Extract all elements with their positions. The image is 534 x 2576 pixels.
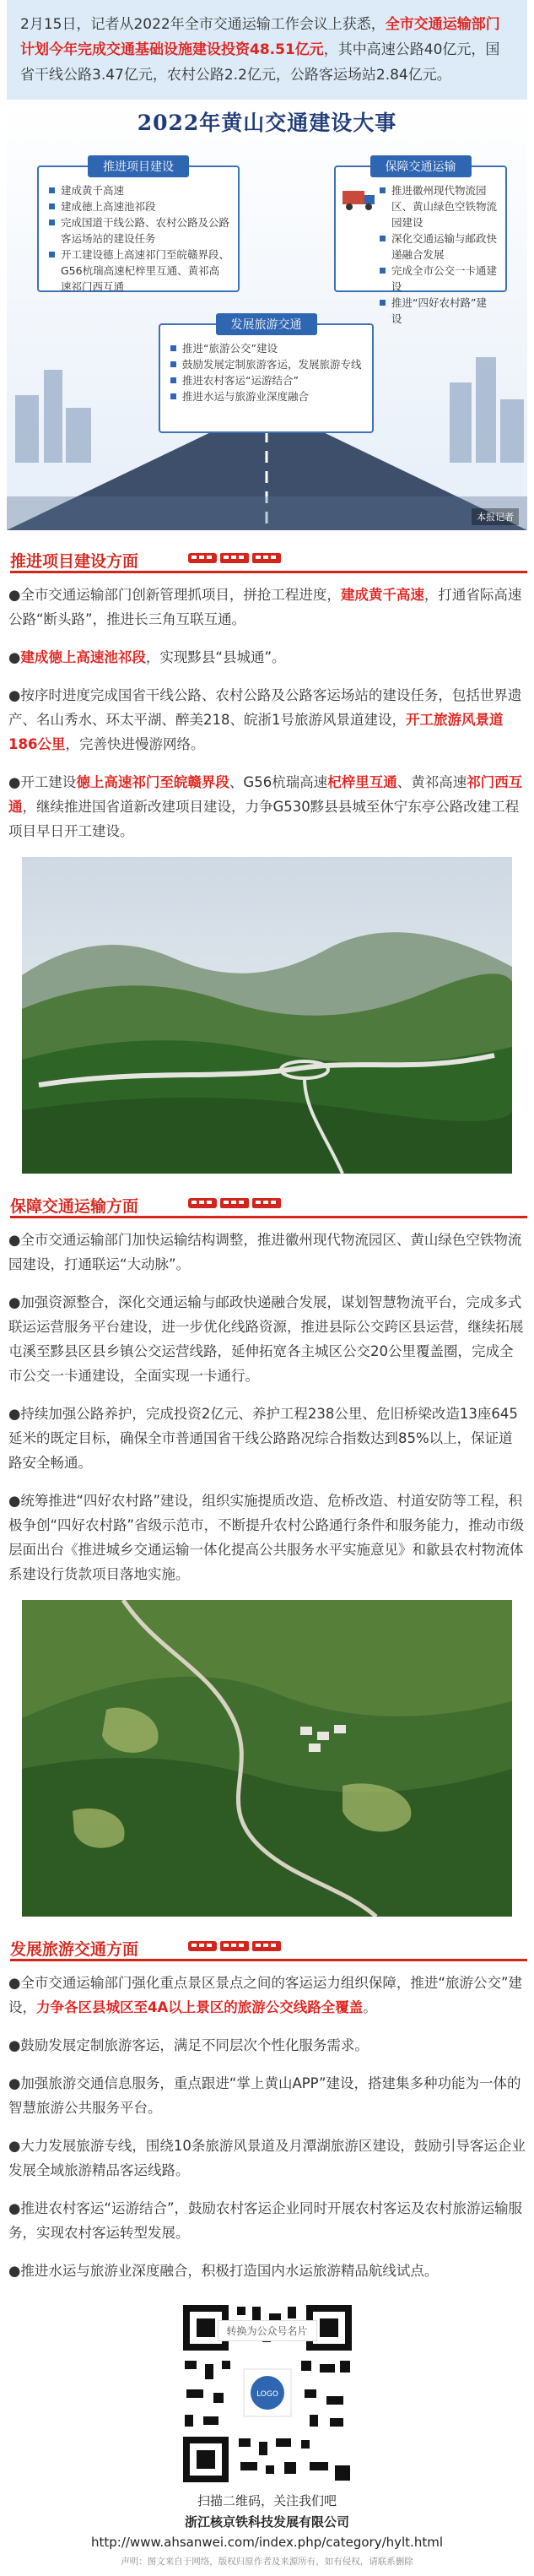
section-title: 推进项目建设方面 (10, 552, 139, 571)
box-tourism-item: 推进农村客运“运游结合” (170, 372, 364, 388)
paragraph: ●大力发展旅游专线，围绕10条旅游风景道及月潭湖旅游区建设，鼓励引导客运企业发展全域旅游精品客运线路。 (8, 2138, 526, 2178)
intro-block (7, 0, 527, 100)
paragraph: ●持续加强公路养护，完成投资2亿元、养护工程238公里、危旧桥梁改造13座645延米的既定目标，确保全市普通国省干线公路路况综合指数达到85%以上，保证道路安全畅通。 (8, 1406, 518, 1471)
paragraph: ●加强旅游交通信息服务，重点跟进“掌上黄山APP”建设，搭建集多种功能为一体的智慧旅游公共服务平台。 (8, 2075, 521, 2116)
box-project-item: 建成黄千高速 (49, 182, 229, 198)
box-tourism-item: 推进“旅游公交”建设 (170, 340, 364, 356)
paragraph: ●全市交通运输部门创新管理抓项目，拼抢工程进度，建成黄千高速，打通省际高速公路“断头路”，推进长三角互联互通。 (8, 587, 522, 627)
box-transport-item: 推进“四好农村路”建设 (380, 295, 497, 327)
infographic-title: 2022年黄山交通建设大事 (137, 111, 397, 135)
paragraph: ●推进农村客运“运游结合”，鼓励农村客运企业同时开展农村客运及农村旅游运输服务，实现农村客运转型发展。 (8, 2200, 522, 2241)
section-divider (10, 1959, 527, 1961)
paragraph: ●建成徳上高速池祁段，实现黟县“县城通”。 (8, 649, 286, 665)
website-link[interactable]: http://www.ahsanwei.com/index.php/category/hylt.html (90, 2535, 443, 2550)
box-project-item: 开工建设德上高速祁门至皖赣界段、G56杭瑞高速杞梓里互通、黄祁高速祁门西互通 (49, 247, 229, 295)
section-header-tourism (7, 1932, 527, 1962)
box-transport-item: 完成全市公交一卡通建设 (380, 263, 497, 295)
box-transport-item: 推进徽州现代物流园区、黄山绿色空铁物流园建设 (380, 182, 497, 230)
paragraph: ●加强资源整合，深化交通运输与邮政快递融合发展，谋划智慧物流平台，完成多式联运运营服务平台建设，进一步优化线路资源，推进县际公交跨区县运营，继续拓展屯溪至黟县区县乡镇公交运营线路，延伸拓宽各主城区公交20公里覆盖圈，完成全市公交一卡通建设，全面实现一卡通行。 (8, 1294, 524, 1384)
company-name: 浙江核京铁科技发展有限公司 (184, 2514, 349, 2530)
box-tourism-item: 鼓励发展定制旅游客运，发展旅游专线 (170, 356, 364, 372)
scan-text: 扫描二维码，关注我们吧 (197, 2493, 337, 2508)
box-project-item: 完成国道干线公路、农村公路及公路客运场站的建设任务 (49, 214, 229, 247)
section-title: 保障交通运输方面 (10, 1197, 139, 1216)
highway-mountain-photo (22, 857, 512, 1174)
disclaimer: 声明：图文来自于网络，版权归原作者及来源所有，如有侵权，请联系删除 (121, 2557, 413, 2567)
box-transport-item: 深化交通运输与邮政快递融合发展 (380, 230, 497, 263)
qr-code-block[interactable] (175, 2297, 360, 2491)
intro-highlight: 全市交通运输部门计划今年完成交通基础设施建设投资48.51亿元 (20, 16, 500, 58)
section-header-project (7, 544, 527, 574)
paragraph: ●推进水运与旅游业深度融合，积极打造国内水运旅游精品航线试点。 (8, 2263, 439, 2279)
rural-road-photo (22, 1600, 512, 1917)
section-title: 发展旅游交通方面 (10, 1940, 139, 1959)
paragraph: ●开工建设徳上高速祁门至皖赣界段、G56杭瑞高速杞梓里互通、黄祁高速祁门西互通，继续推进国省道新改建项目建设，力争G530黟县县城至休宁东亭公路改建工程项目早日开工建设。 (8, 774, 523, 839)
box-tourism-item: 推进水运与旅游业深度融合 (170, 388, 364, 404)
paragraph: ●按序时进度完成国省干线公路、农村公路及公路客运场站的建设任务，包括世界遗产、名山秀水、环太平湖、醉美218、皖浙1号旅游风景道建设，开工旅游风景道186公里，完善快进慢游网络。 (8, 687, 522, 752)
paragraph: ●全市交通运输部门强化重点景区景点之间的客运运力组织保障，推进“旅游公交”建设，力争各区县城区至4A以上景区的旅游公交线路全覆盖。 (8, 1975, 522, 2015)
box-project-heading: 推进项目建设 (88, 155, 189, 177)
box-transport-heading: 保障交通运输 (370, 155, 472, 177)
intro-text: 2月15日，记者从2022年全市交通运输工作会议上获悉， (20, 16, 386, 33)
train-icon (188, 1939, 289, 1954)
section-divider (10, 1216, 527, 1218)
svg-text:LOGO: LOGO (256, 2390, 278, 2399)
box-project (37, 160, 240, 293)
qr-tooltip[interactable]: 转换为公众号名片 (217, 2320, 316, 2341)
train-icon (188, 550, 289, 566)
box-transport (334, 160, 507, 325)
section-header-transport (7, 1189, 527, 1219)
infographic (7, 100, 527, 530)
box-project-item: 建成徳上高速池祁段 (49, 198, 229, 214)
paragraph: ●统筹推进“四好农村路”建设，组织实施提质改造、危桥改造、村道安防等工程，积极争创“四好农村路”省级示范市，不断提升农村公路通行条件和服务能力，推动市级层面出台《推进城乡交通运输一体化提高公共服务水平实施意见》和歙县农村物流体系建设行货款项目落地实施。 (8, 1493, 525, 1582)
train-icon (188, 1196, 289, 1211)
box-tourism (159, 318, 374, 433)
paragraph: ●全市交通运输部门加快运输结构调整，推进徽州现代物流园区、黄山绿色空铁物流园建设，打通联运“大动脉”。 (8, 1232, 522, 1272)
infographic-credit: 本报记者 (472, 508, 519, 525)
paragraph: ●鼓励发展定制旅游客运，满足不同层次个性化服务需求。 (8, 2037, 369, 2053)
section-divider (10, 571, 527, 573)
box-tourism-heading: 发展旅游交通 (216, 313, 317, 335)
intro-text-2: ，其中高速公路40亿元，国省干线公路3.47亿元，农村公路2.2亿元，公路客运场站2.84亿元。 (20, 41, 500, 84)
truck-icon (343, 187, 376, 211)
